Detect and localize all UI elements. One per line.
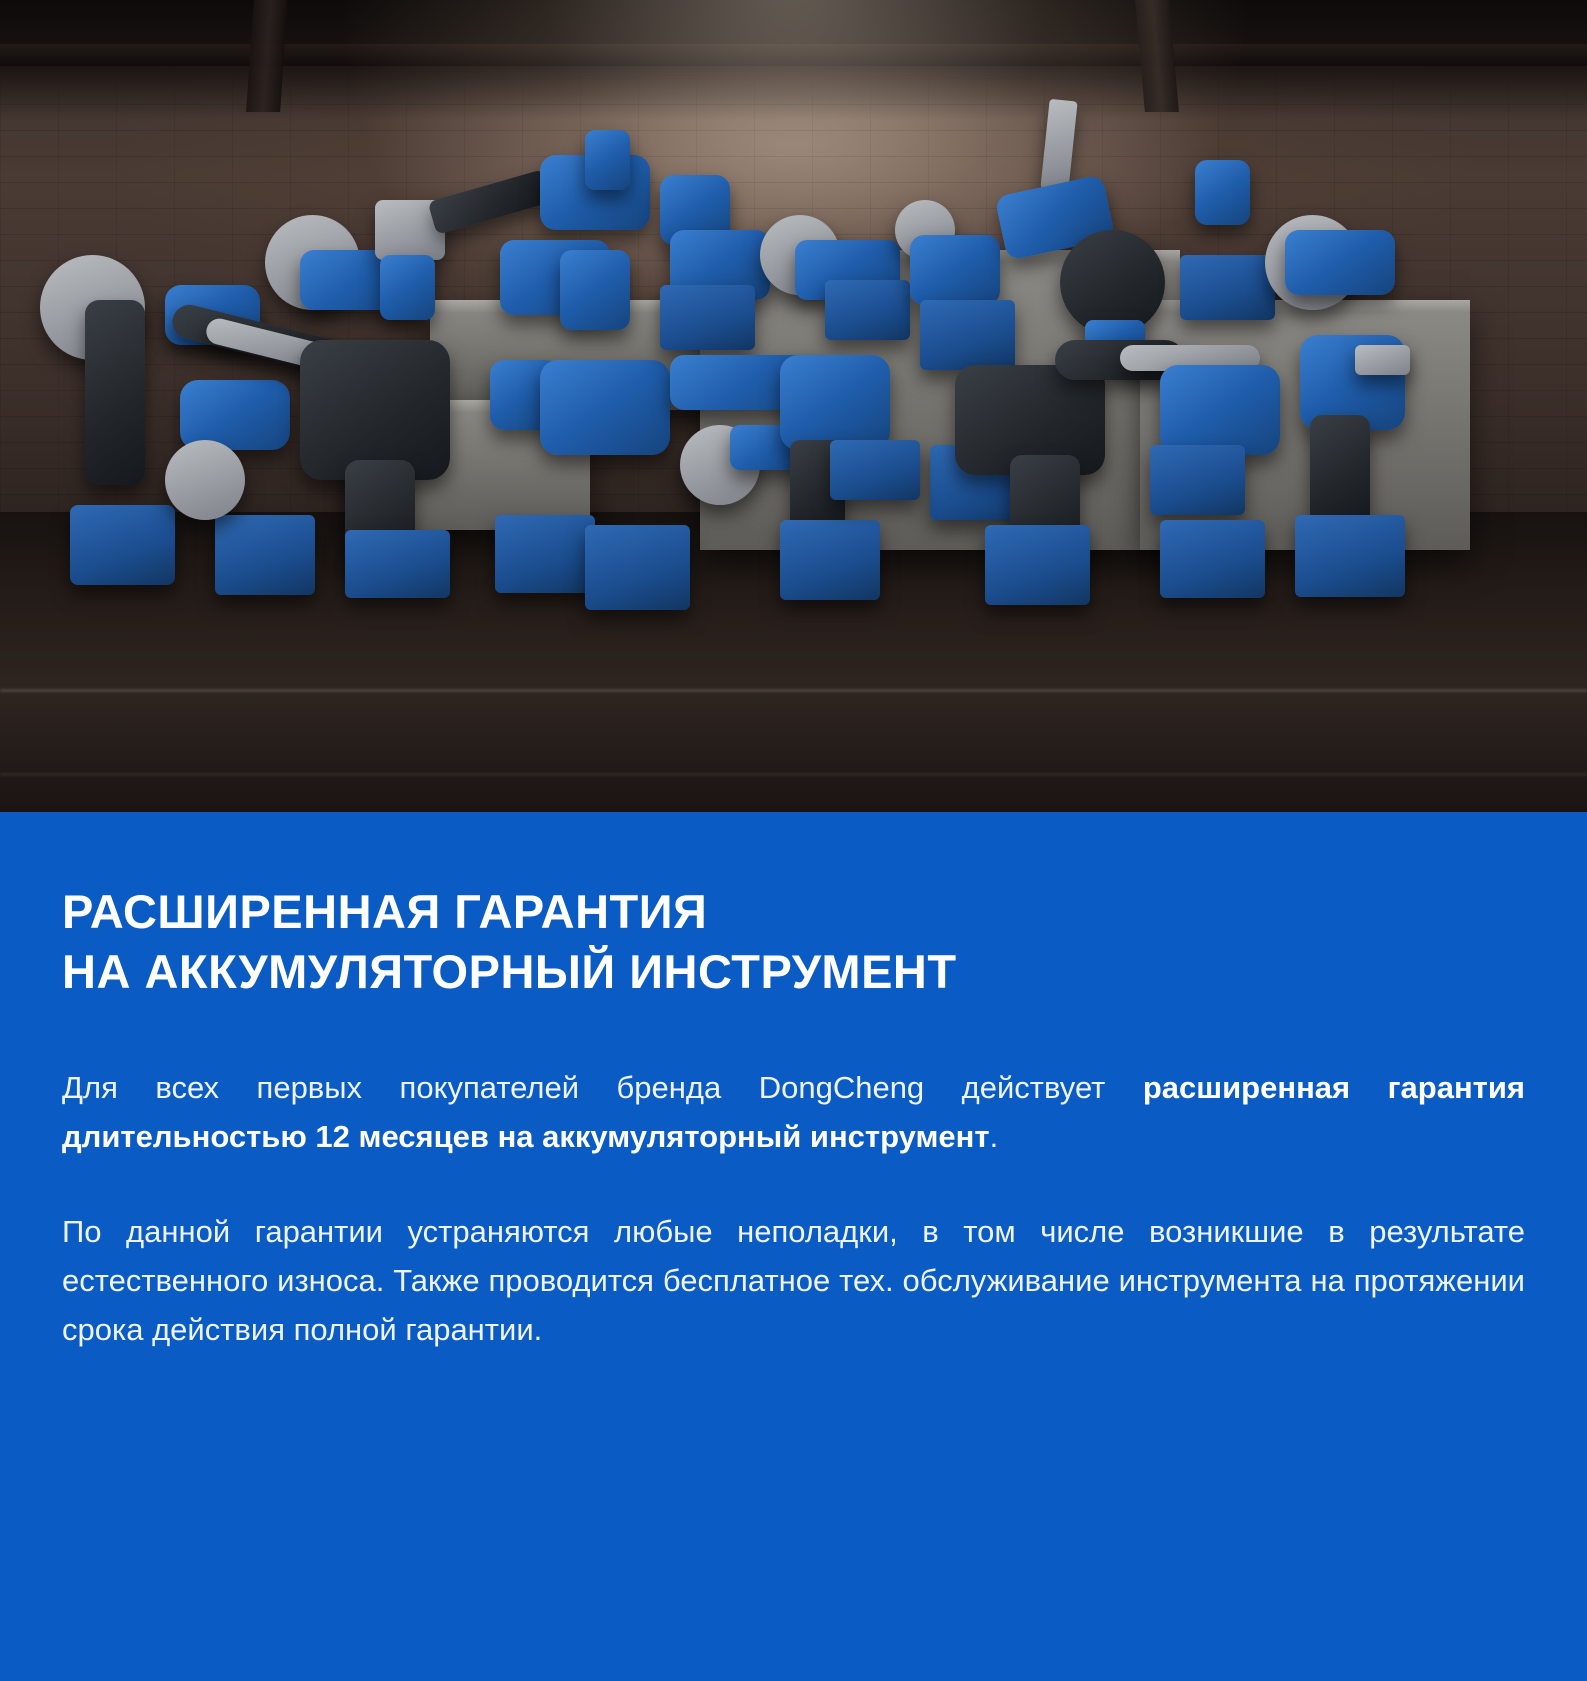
battery-pack (345, 530, 450, 598)
angle-grinder-body (85, 300, 145, 485)
cordless-tool (560, 250, 630, 330)
hero-image (0, 0, 1587, 812)
warranty-paragraph-2 (62, 1208, 1525, 1355)
cordless-drill (180, 380, 290, 450)
cordless-drill (780, 355, 890, 450)
battery-pack (215, 515, 315, 595)
cordless-drill (540, 360, 670, 455)
page-title (62, 882, 1525, 1002)
battery-pack (985, 525, 1090, 605)
circular-blade (165, 440, 245, 520)
battery-pack (495, 515, 595, 593)
promo-text-panel (0, 812, 1587, 1681)
floor-line (0, 773, 1587, 776)
battery-pack (70, 505, 175, 585)
floor-line (0, 689, 1587, 692)
pruning-shears (1195, 160, 1250, 225)
battery-pack (1150, 445, 1245, 515)
headline-line-2: НА АККУМУЛЯТОРНЫЙ ИНСТРУМЕНТ (62, 945, 957, 999)
battery-pack (1295, 515, 1405, 597)
plain-text: Для всех первых покупателей бренда DongCheng действует (62, 1070, 1143, 1106)
battery-pack (920, 300, 1015, 370)
blower-handle (585, 130, 630, 190)
plain-text: По данной гарантии устраняются любые неполадки, в том числе возникшие в результате естественного износа. Также проводится бесплатное тех. обслуживание инструмента на протяжении срока действия полной гарантии. (62, 1214, 1525, 1348)
headline-line-1: РАСШИРЕННАЯ ГАРАНТИЯ (62, 885, 708, 938)
cordless-drill (1160, 365, 1280, 455)
emphasised-text: расширенная гарантия длительностью 12 месяцев на аккумуляторный инструмент (62, 1070, 1526, 1155)
battery-pack (1180, 255, 1275, 320)
work-light-base (380, 255, 435, 320)
ceiling-beam-horizontal (0, 44, 1587, 66)
plain-text: . (989, 1119, 999, 1155)
battery-pack (780, 520, 880, 600)
battery-pack (660, 285, 755, 350)
cordless-tool (910, 235, 1000, 305)
impact-driver-handle (1310, 415, 1370, 525)
battery-pack (830, 440, 920, 500)
circular-saw-body (1285, 230, 1395, 295)
rotary-hammer-body (300, 340, 450, 480)
impact-driver-chuck (1355, 345, 1410, 375)
battery-pack (585, 525, 690, 610)
warranty-paragraph-1 (62, 1064, 1525, 1162)
battery-pack (1160, 520, 1265, 598)
battery-pack (825, 280, 910, 340)
